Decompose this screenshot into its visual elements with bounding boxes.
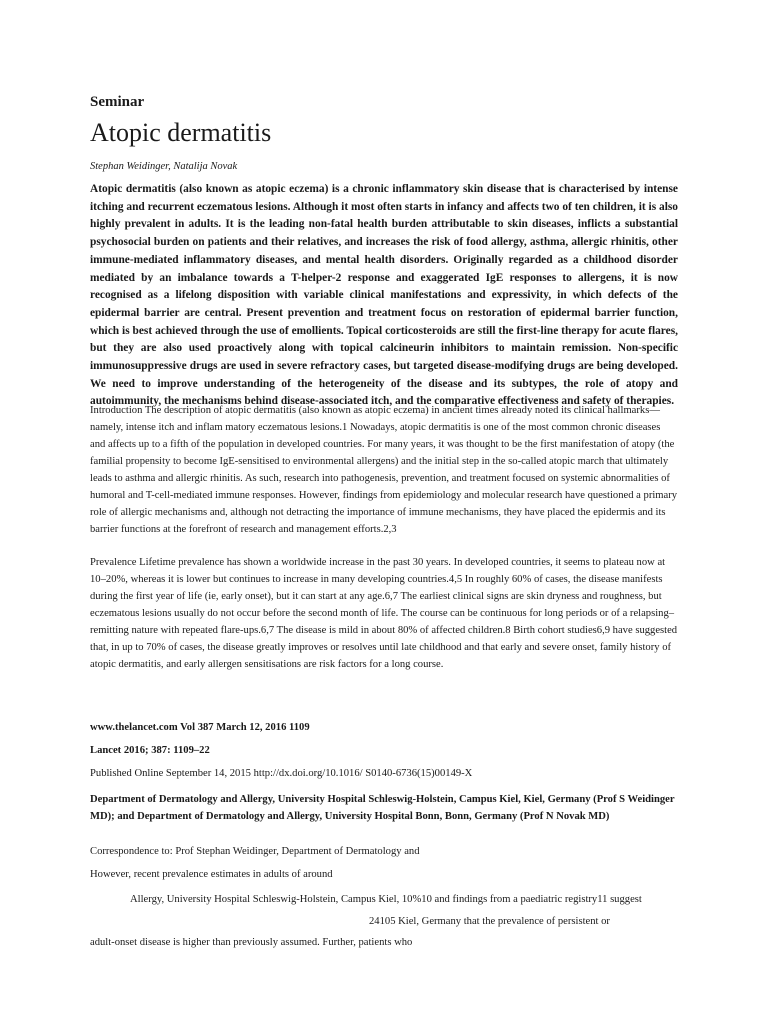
adult-onset-line: adult-onset disease is higher than previously assumed. Further, patients who [90, 937, 413, 948]
however-line: However, recent prevalence estimates in adults of around [90, 869, 333, 880]
section-label: Seminar [90, 94, 145, 110]
prevalence-paragraph: Prevalence Lifetime prevalence has shown a worldwide increase in the past 30 years. In developed countries, it seems to plateau now at 10–20%, whereas it is lower but continues to increase in many developing countries.4,5 In roughly 60% of cases, the disease manifests during the first year of life (ie, early onset), but it can start at any age.6,7 The earliest clinical signs are skin dryness and roughness, but eczematous lesions usually do not occur before the second month of life. The course can be continuous for long periods or of a relapsing–remitting nature with repeated flare-ups.6,7 The disease is mild in about 80% of affected children.8 Birth cohort studies6,9 have suggested that, in up to 70% of cases, the disease greatly improves or resolves until late childhood and that early and severe onset, family history of atopic dermatitis, and early allergen sensitisations are risk factors for a long course. [90, 557, 678, 670]
department-affiliation: Department of Dermatology and Allergy, University Hospital Schleswig-Holstein, Campus Kiel, Kiel, Germany (Prof S Weidinger MD); and Department of Dermatology and Allergy, University Hospital Bonn, Bonn, Germany (Prof N Novak MD) [90, 794, 675, 822]
kiel-line: 24105 Kiel, Germany that the prevalence of persistent or [369, 916, 610, 927]
introduction-paragraph: Introduction The description of atopic dermatitis (also known as atopic eczema) in ancient times already noted its clinical hallmarks—namely, intense itch and inflam matory eczematous lesions.1 Nowadays, atopic dermatitis is one of the most common chronic diseases and affects up to a fifth of the population in developed countries. For many years, it was thought to be the first manifestation of atopy (the familial propensity to become IgE-sensitised to environmental allergens) and the initial step in the so-called atopic march that ultimately leads to asthma and allergic rhinitis. As such, research into pathogenesis, prevention, and treatment focused on systemic abnormalities of humoral and T-cell-mediated immune responses. However, findings from epidemiology and molecular research have questioned a primary role of allergic mechanisms and, although not detracting the importance of immune mechanisms, they have placed the epidermis and its barrier functions at the forefront of research and management efforts.2,3 [90, 405, 678, 535]
citation-line: Lancet 2016; 387: 1109–22 [90, 745, 210, 756]
article-authors: Stephan Weidinger, Natalija Novak [90, 161, 238, 172]
article-title: Atopic dermatitis [90, 118, 272, 147]
allergy-line: Allergy, University Hospital Schleswig-Holstein, Campus Kiel, 10%10 and findings from a paediatric registry11 suggest [130, 894, 642, 905]
correspondence-line: Correspondence to: Prof Stephan Weidinger, Department of Dermatology and [90, 846, 420, 857]
journal-line: www.thelancet.com Vol 387 March 12, 2016 1109 [90, 722, 310, 733]
published-line: Published Online September 14, 2015 http://dx.doi.org/10.1016/ S0140-6736(15)00149-X [90, 768, 473, 779]
abstract-paragraph: Atopic dermatitis (also known as atopic eczema) is a chronic inflammatory skin disease that is characterised by intense itching and recurrent eczematous lesions. Although it most often starts in infancy and affects two of ten children, it is also highly prevalent in adults. It is the leading non-fatal health burden attributable to skin diseases, inflicts a substantial psychosocial burden on patients and their relatives, and increases the risk of food allergy, asthma, allergic rhinitis, other immune-mediated inflammatory diseases, and mental health disorders. Originally regarded as a childhood disorder mediated by an imbalance towards a T-helper-2 response and exaggerated IgE responses to allergens, it is now recognised as a lifelong disposition with variable clinical manifestations and expressivity, in which defects of the epidermal barrier are central. Present prevention and treatment focus on restoration of epidermal barrier function, which is best achieved through the use of emollients. Topical corticosteroids are still the first-line therapy for acute flares, but they are also used proactively along with topical calcineurin inhibitors to maintain remission. Non-specific immunosuppressive drugs are used in severe refractory cases, but targeted disease-modifying drugs are being developed. We need to improve understanding of the heterogeneity of the disease and its subtypes, the role of atopy and autoimmunity, the mechanisms behind disease-associated itch, and the comparative effectiveness and safety of therapies. [90, 183, 678, 408]
